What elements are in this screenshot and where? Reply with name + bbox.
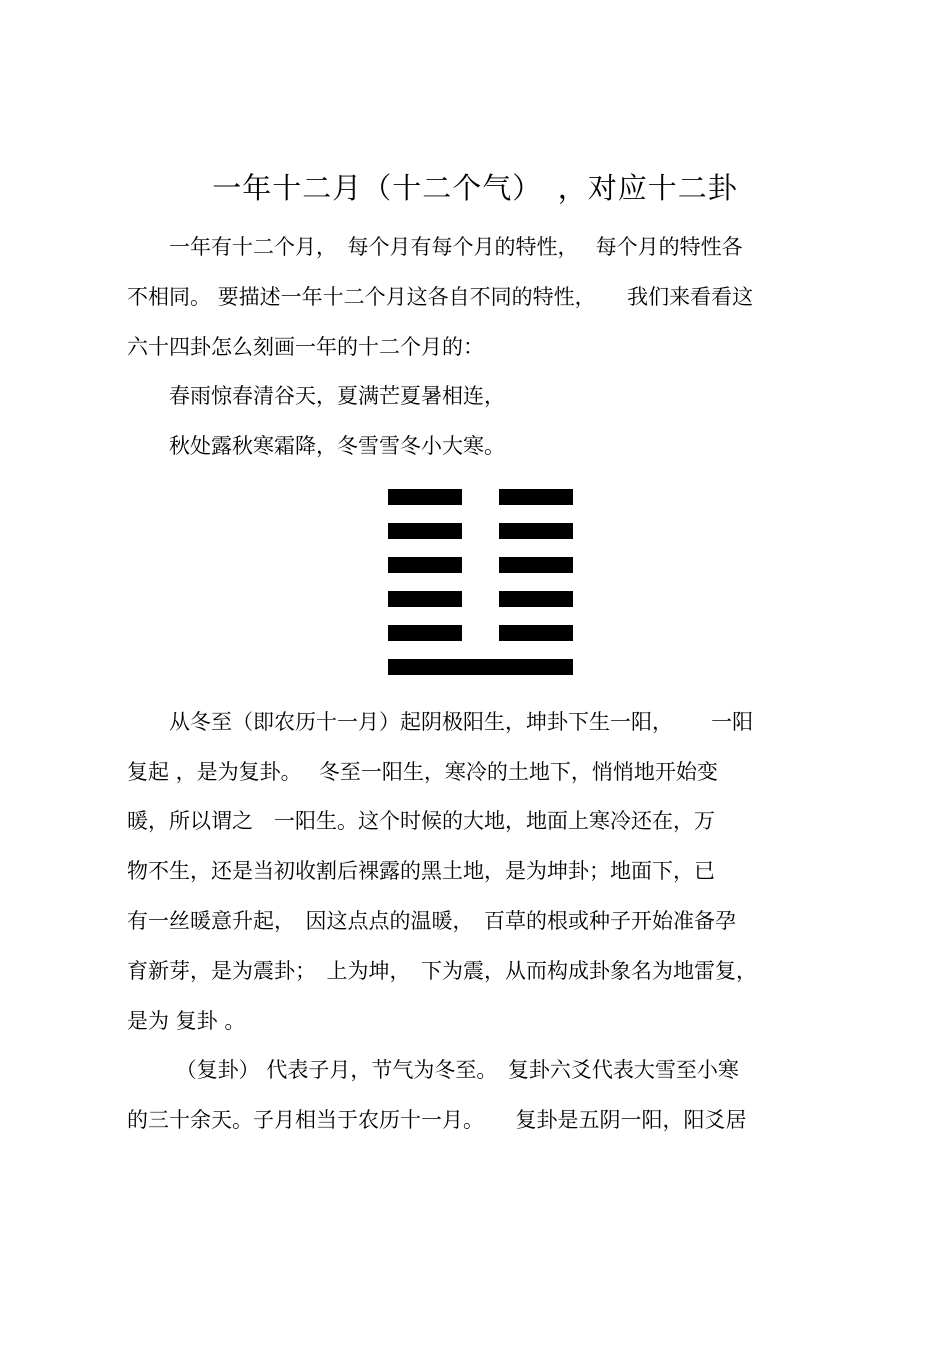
poem-line-2: 秋处露秋寒霜降，冬雪雪冬小大寒。 — [127, 434, 505, 458]
explanation-line-5: 有一丝暖意升起， 因这点点的温暖， 百草的根或种子开始准备孕 — [127, 909, 736, 933]
intro-line-2: 不相同。 要描述一年十二个月这各自不同的特性， 我们来看看这 — [127, 285, 754, 309]
explanation-line-4: 物不生，还是当初收割后裸露的黑土地，是为坤卦；地面下，已 — [127, 859, 715, 883]
explanation-line-6: 育新芽，是为震卦； 上为坤， 下为震，从而构成卦象名为地雷复， — [127, 959, 757, 983]
hexagram-line-5-left — [388, 523, 462, 539]
hexagram-line-3-right — [499, 591, 573, 607]
explanation-line-7: 是为 复卦 。 — [127, 1009, 246, 1033]
page-title: 一年十二月（十二个气） ，对应十二卦 — [212, 171, 738, 205]
hexagram-line-6-left — [388, 489, 462, 505]
hexagram-line-2-left — [388, 625, 462, 641]
intro-line-1: 一年有十二个月， 每个月有每个月的特性， 每个月的特性各 — [127, 235, 743, 259]
hexagram-fugua — [388, 489, 573, 677]
hexagram-line-3-left — [388, 591, 462, 607]
hexagram-line-2-right — [499, 625, 573, 641]
explanation-line-1: 从冬至（即农历十一月）起阴极阳生，坤卦下生一阳， 一阳 — [127, 710, 754, 734]
hexagram-line-6-right — [499, 489, 573, 505]
explanation-line-2: 复起 ，是为复卦。 冬至一阳生，寒冷的土地下，悄悄地开始变 — [127, 760, 718, 784]
fugua-line-2: 的三十余天。子月相当于农历十一月。 复卦是五阴一阳，阳爻居 — [127, 1108, 747, 1132]
fugua-line-1: （复卦） 代表子月，节气为冬至。 复卦六爻代表大雪至小寒 — [127, 1058, 739, 1082]
hexagram-line-4-right — [499, 557, 573, 573]
poem-line-1: 春雨惊春清谷天，夏满芒夏暑相连， — [127, 384, 505, 408]
hexagram-line-1 — [388, 659, 573, 675]
intro-line-3: 六十四卦怎么刻画一年的十二个月的： — [127, 335, 484, 359]
hexagram-line-5-right — [499, 523, 573, 539]
hexagram-line-4-left — [388, 557, 462, 573]
explanation-line-3: 暖，所以谓之 一阳生。这个时候的大地，地面上寒冷还在，万 — [127, 809, 715, 833]
